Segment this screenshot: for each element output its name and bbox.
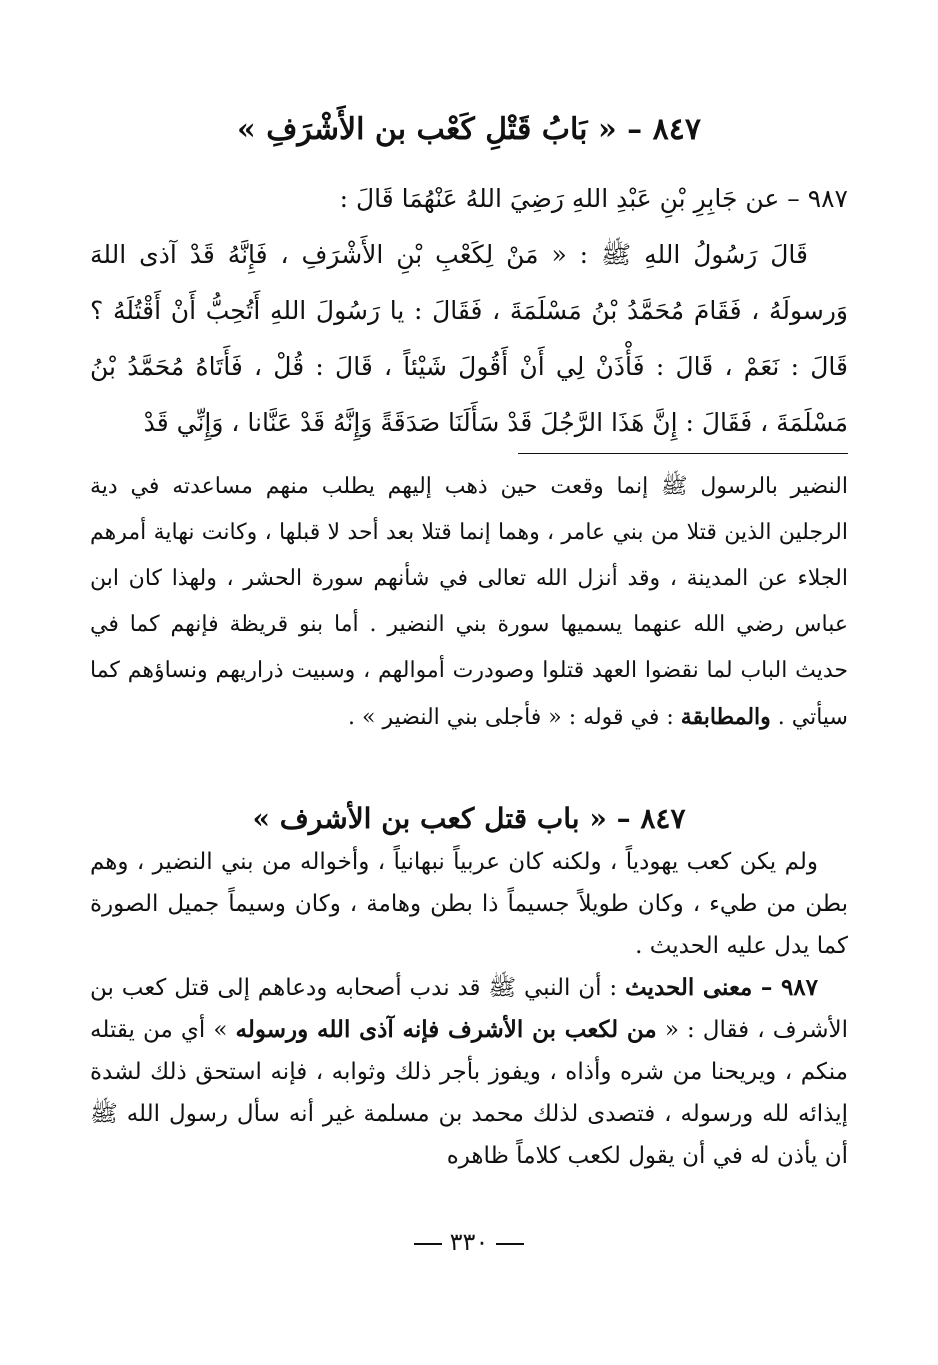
page-number-value: ٣٣٠: [449, 1228, 489, 1256]
page-number: [0, 1228, 938, 1256]
commentary-meaning-paragraph: [90, 967, 848, 1177]
hadith-text: قَالَ رَسُولُ اللهِ ﷺ : « مَنْ لِكَعْبِ بْنِ الأَشْرَفِ ، فَإِنَّهُ قَدْ آذى اللهَ وَرسولَهُ ، فَقَامَ مُحَمَّدُ بْنُ مَسْلَمَةَ ، فَقَالَ : يا رَسُولَ اللهِ أَتُحِبُّ أَنْ أَقْتُلَهُ ؟ قَالَ : نَعَمْ ، قَالَ : فَأْذَنْ لِي أَنْ أَقُولَ شَيْئاً ، قَالَ : قُلْ ، فَأَتَاهُ مُحَمَّدُ بْنُ مَسْلَمَةَ ، فَقَالَ : إِنَّ هَذَا الرَّجُلَ قَدْ سَأَلَنَا صَدَقَةً وَإِنَّهُ قَدْ عَنَّانا ، وَإِنِّي قَدْ: [90, 240, 848, 437]
footnote: [90, 464, 848, 741]
commentary-text: : أن النبي ﷺ قد ندب أصحابه ودعاهم إلى قتل كعب بن الأشرف ، فقال : «: [90, 975, 849, 1044]
footnote-text-end: : في قوله : « فأجلى بني النضير » .: [348, 705, 674, 730]
commentary-heading: ٨٤٧ – « باب قتل كعب بن الأشرف »: [252, 802, 686, 835]
chapter-heading: ٨٤٧ – « بَابُ قَتْلِ كَعْب بن الأَشْرَفِ »: [237, 112, 701, 147]
commentary-block: [90, 841, 848, 1177]
footnote-divider: [518, 453, 848, 454]
page-number-dash-right: [414, 1243, 442, 1245]
commentary-intro-paragraph: ولم يكن كعب يهودياً ، ولكنه كان عربياً نبهانياً ، وأخواله من بني النضير ، وهم بطن من طيء ، وكان طويلاً جسيماً ذا بطن وهامة ، وكان وسيماً جميل الصورة كما يدل عليه الحديث .: [90, 849, 848, 960]
hadith-intro: ٩٨٧ – عن جَابِرِ بْنِ عَبْدِ اللهِ رَضِيَ اللهُ عَنْهُمَا قَالَ :: [339, 184, 848, 213]
commentary-lead: ٩٨٧ – معنى الحديث: [625, 974, 818, 1002]
hadith-block: [90, 171, 848, 451]
page-number-dash-left: [496, 1243, 524, 1245]
page-content: [90, 100, 848, 1177]
footnote-bold-term: والمطابقة: [680, 704, 771, 730]
footnote-text: النضير بالرسول ﷺ إنما وقعت حين ذهب إليهم يطلب منهم مساعدته في دية الرجلين الذين قتلا من بني عامر ، وهما إنما قتلا بعد أحد لا قبلها ، وكانت نهاية أمرهم الجلاء عن المدينة ، وقد أنزل الله تعالى في شأنهم سورة الحشر ، ولهذا كان ابن عباس رضي الله عنهما يسميها سورة بني النضير . أما بنو قريظة فإنهم كما في حديث الباب لما نقضوا العهد قتلوا وصودرت أموالهم ، وسبيت ذراريهم ونساؤهم كما سيأتي .: [90, 474, 848, 730]
commentary-text-end: » أي من يقتله منكم ، ويريحنا من شره وأذاه ، ويفوز بأجر ذلك وثوابه ، فإنه استحق ذلك لشدة إيذائه لله ورسوله ، فتصدى لذلك محمد بن مسلمة غير أنه سأل رسول الله ﷺ أن يأذن له في أن يقول لكعب كلاماً ظاهره: [90, 1017, 848, 1170]
commentary-quote: من لكعب بن الأشرف فإنه آذى الله ورسوله: [235, 1016, 657, 1044]
